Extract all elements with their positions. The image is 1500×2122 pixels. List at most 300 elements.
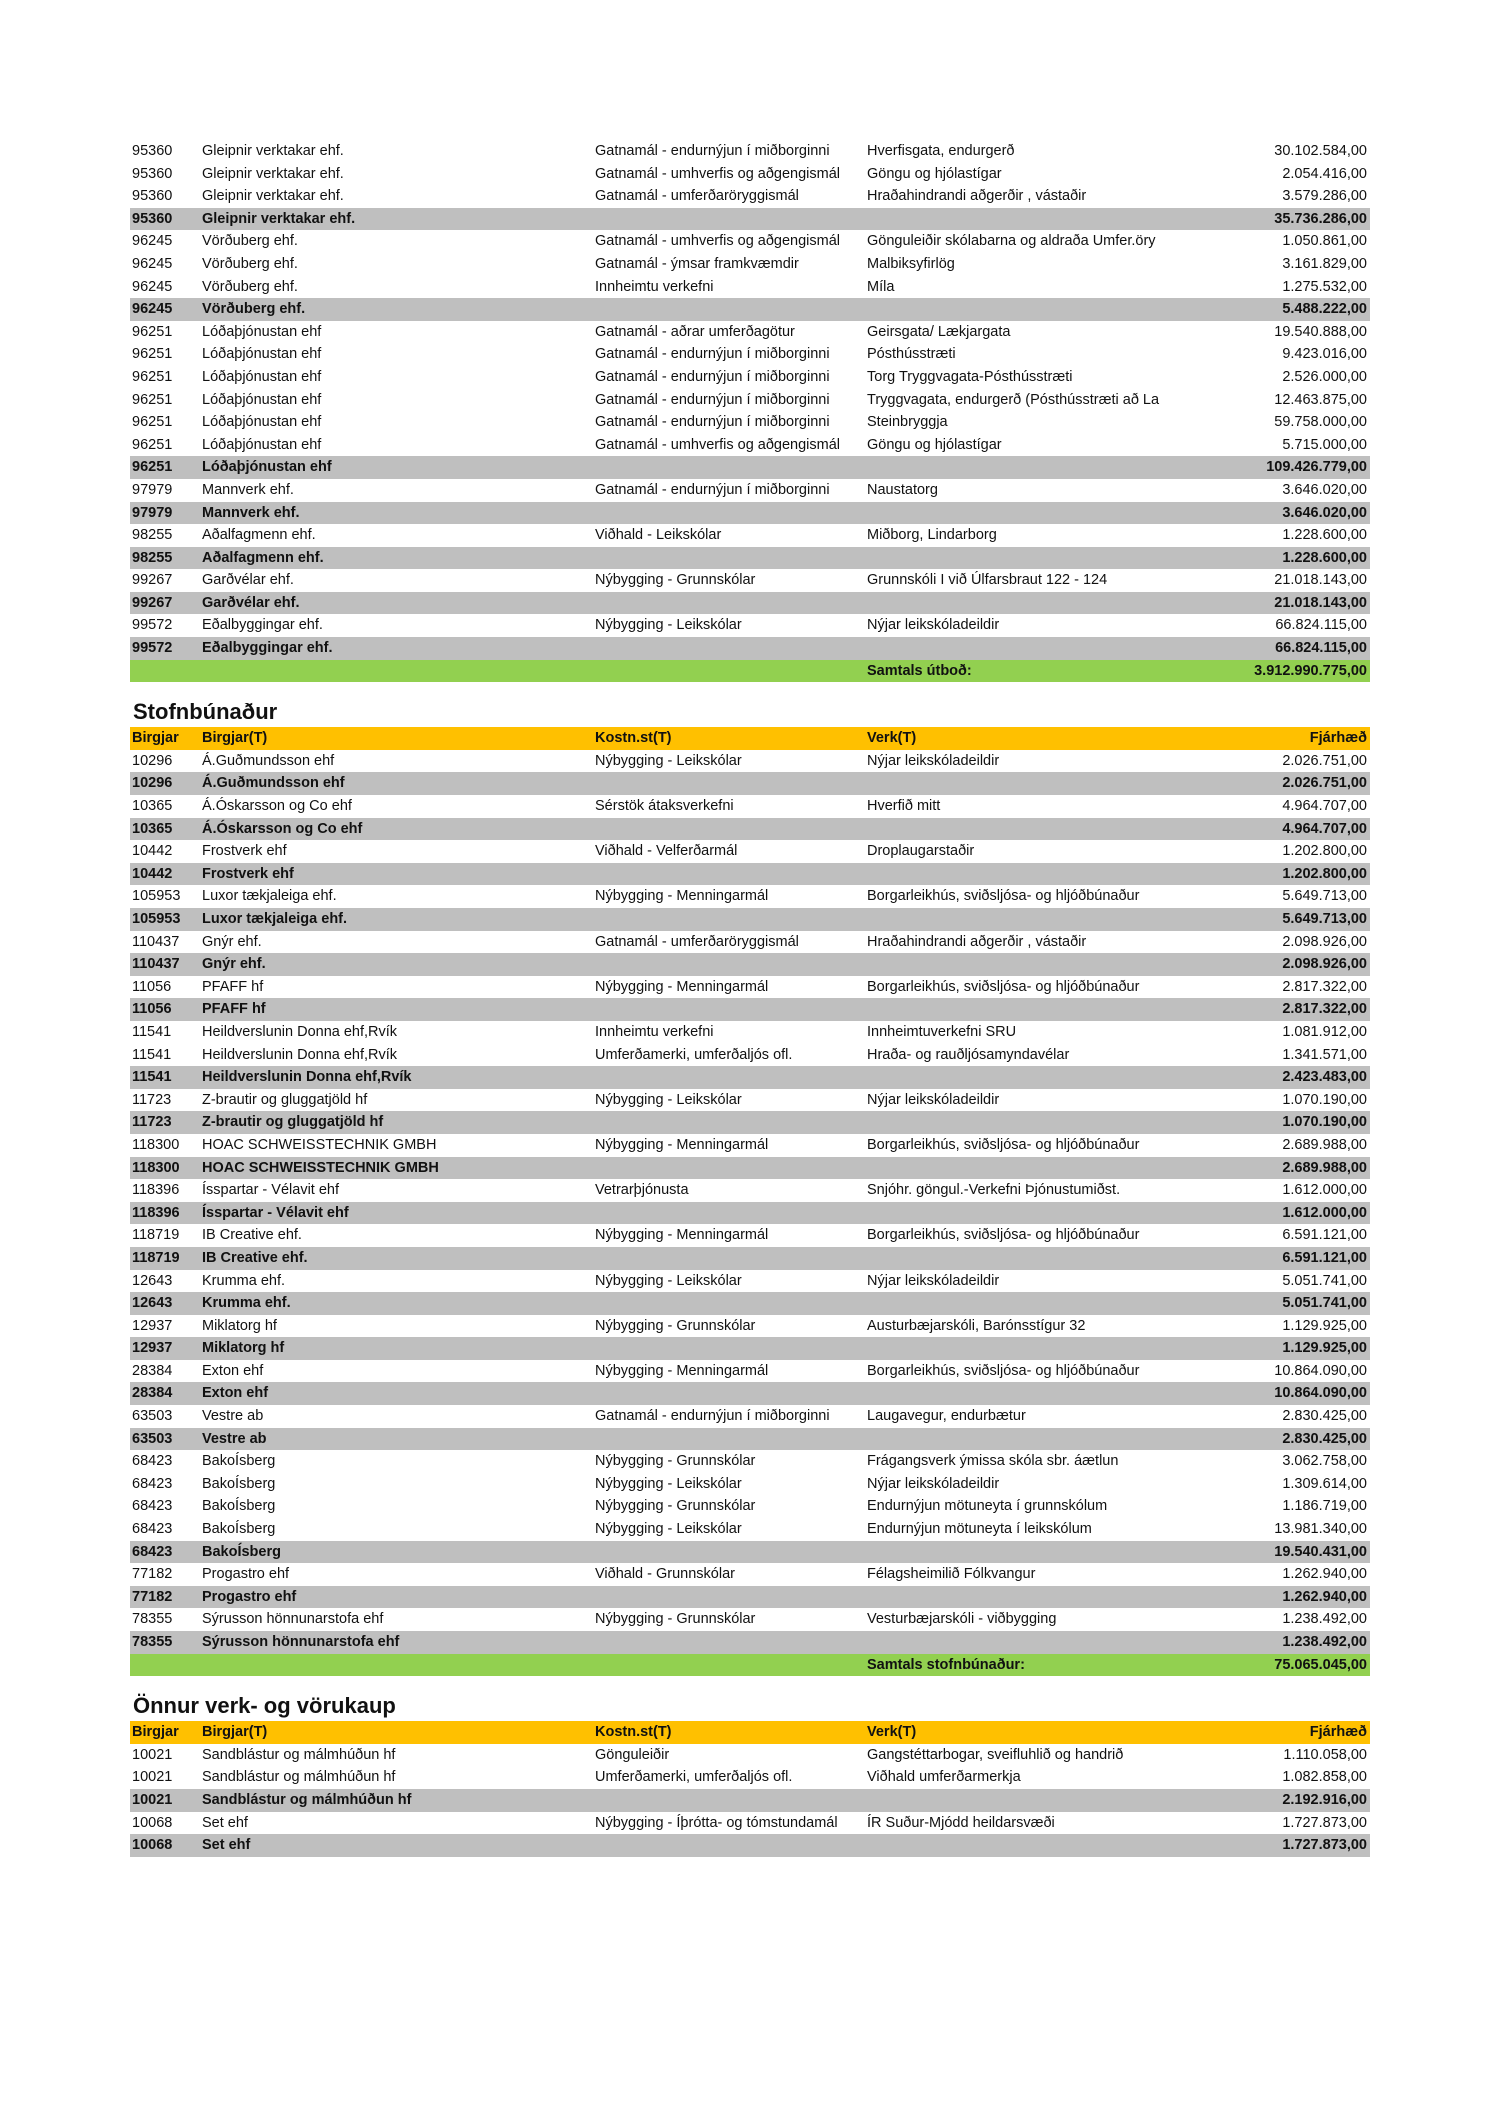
subtotal-row	[130, 1428, 1370, 1451]
table-row	[130, 230, 1370, 253]
subtotal-row	[130, 208, 1370, 231]
cell-name: Vestre ab	[202, 1408, 264, 1425]
cell-amount: 3.646.020,00	[1282, 481, 1367, 498]
table-row	[130, 163, 1370, 186]
cell-kostn: Gatnamál - umhverfis og aðgengismál	[595, 233, 841, 250]
cell-amount: 1.202.800,00	[1282, 843, 1367, 860]
cell-verk: Miðborg, Lindarborg	[867, 527, 997, 544]
cell-name: Exton ehf	[202, 1362, 264, 1379]
cell-kostn	[595, 1157, 867, 1180]
cell-kostn: Vetrarþjónusta	[595, 1182, 689, 1199]
table-row	[130, 931, 1370, 954]
table-row	[130, 1315, 1370, 1338]
cell-birgjar: 95360	[132, 210, 173, 227]
cell-name: Gleipnir verktakar ehf.	[202, 188, 344, 205]
cell-amount: 9.423.016,00	[1282, 346, 1367, 363]
cell-verk: Snjóhr. göngul.-Verkefni Þjónustumiðst.	[867, 1182, 1121, 1199]
cell-birgjar: 99572	[132, 640, 173, 657]
cell-verk: Verk(T)	[867, 1724, 917, 1741]
cell-amount: 2.026.751,00	[1282, 775, 1367, 792]
cell-kostn	[595, 772, 867, 795]
cell-name: Vörðuberg ehf.	[202, 278, 298, 295]
cell-kostn: Nýbygging - Menningarmál	[595, 888, 769, 905]
cell-amount: 2.817.322,00	[1282, 978, 1367, 995]
cell-name: BakoÍsberg	[202, 1543, 281, 1560]
subtotal-row	[130, 1382, 1370, 1405]
cell-verk: Borgarleikhús, sviðsljósa- og hljóðbúnaður	[867, 1136, 1140, 1153]
cell-amount: 19.540.888,00	[1274, 323, 1367, 340]
cell-birgjar: 110437	[132, 933, 180, 950]
cell-verk: Grunnskóli I við Úlfarsbraut 122 - 124	[867, 572, 1108, 589]
cell-kostn: Nýbygging - Menningarmál	[595, 1362, 769, 1379]
cell-amount: 2.830.425,00	[1282, 1408, 1367, 1425]
cell-verk: Nýjar leikskóladeildir	[867, 1475, 1000, 1492]
cell-verk: Innheimtuverkefni SRU	[867, 1023, 1017, 1040]
cell-name: Sandblástur og málmhúðun hf	[202, 1769, 396, 1786]
cell-name: Set ehf	[202, 1837, 251, 1854]
subtotal-row	[130, 1111, 1370, 1134]
cell-amount: 59.758.000,00	[1274, 414, 1367, 431]
subtotal-row	[130, 1586, 1370, 1609]
cell-birgjar: 96251	[132, 391, 173, 408]
cell-name: Sýrusson hönnunarstofa ehf	[202, 1611, 384, 1628]
cell-birgjar: 96251	[132, 414, 173, 431]
cell-amount: 2.689.988,00	[1282, 1136, 1367, 1153]
subtotal-row	[130, 1541, 1370, 1564]
cell-kostn: Gatnamál - endurnýjun í miðborginni	[595, 1408, 830, 1425]
cell-birgjar: 97979	[132, 481, 173, 498]
table-row	[130, 366, 1370, 389]
cell-kostn	[595, 456, 867, 479]
cell-amount: 1.082.858,00	[1282, 1769, 1367, 1786]
cell-verk	[867, 1157, 1185, 1180]
cell-amount: 66.824.115,00	[1275, 617, 1367, 634]
cell-amount: 4.964.707,00	[1282, 798, 1367, 815]
cell-amount: 2.098.926,00	[1282, 933, 1367, 950]
cell-verk	[867, 1789, 1185, 1812]
table-row	[130, 1089, 1370, 1112]
table-row	[130, 569, 1370, 592]
cell-kostn: Nýbygging - Íþrótta- og tómstundamál	[595, 1814, 838, 1831]
cell-name	[202, 660, 595, 683]
cell-kostn: Nýbygging - Leikskólar	[595, 1091, 742, 1108]
cell-verk: Samtals útboð:	[867, 662, 972, 679]
cell-kostn: Kostn.st(T)	[595, 730, 672, 747]
cell-birgjar: 96245	[132, 301, 173, 318]
cell-amount: 6.591.121,00	[1282, 1249, 1367, 1266]
section-title: Stofnbúnaður	[133, 699, 278, 725]
cell-kostn	[595, 1202, 867, 1225]
cell-birgjar: 118300	[132, 1136, 180, 1153]
table-section	[130, 140, 1370, 682]
cell-amount: 13.981.340,00	[1274, 1521, 1367, 1538]
cell-verk: Droplaugarstaðir	[867, 843, 975, 860]
cell-kostn: Umferðamerki, umferðaljós ofl.	[595, 1046, 793, 1063]
cell-verk	[867, 502, 1185, 525]
cell-name: Z-brautir og gluggatjöld hf	[202, 1114, 384, 1131]
cell-birgjar: 105953	[132, 911, 181, 927]
cell-verk: Steinbryggja	[867, 414, 948, 431]
cell-birgjar: 96251	[132, 459, 173, 476]
cell-kostn: Viðhald - Leikskólar	[595, 527, 722, 544]
cell-kostn	[595, 1586, 867, 1609]
cell-birgjar: 96251	[132, 346, 173, 363]
cell-amount: 109.426.779,00	[1266, 459, 1367, 476]
cell-birgjar: 11056	[132, 1001, 172, 1018]
cell-kostn	[595, 637, 867, 660]
cell-verk	[867, 998, 1185, 1021]
total-row	[130, 660, 1370, 683]
cell-birgjar: 98255	[132, 549, 173, 566]
cell-kostn	[595, 998, 867, 1021]
cell-kostn	[595, 1428, 867, 1451]
cell-kostn: Gatnamál - ýmsar framkvæmdir	[595, 255, 799, 272]
cell-verk: Hraðahindrandi aðgerðir , vástaðir	[867, 933, 1087, 950]
cell-kostn	[595, 592, 867, 615]
cell-birgjar: 10296	[132, 752, 173, 769]
cell-name: BakoÍsberg	[202, 1498, 276, 1515]
cell-kostn	[595, 502, 867, 525]
cell-birgjar: 118396	[132, 1204, 180, 1221]
cell-birgjar: 68423	[132, 1521, 173, 1538]
subtotal-row	[130, 592, 1370, 615]
cell-verk: Endurnýjun mötuneyta í leikskólum	[867, 1521, 1092, 1538]
cell-name: Sandblástur og málmhúðun hf	[202, 1791, 412, 1808]
subtotal-row	[130, 772, 1370, 795]
cell-name: Vestre ab	[202, 1430, 267, 1447]
cell-birgjar: 99267	[132, 594, 173, 611]
cell-kostn	[595, 1337, 867, 1360]
cell-amount: 75.065.045,00	[1274, 1656, 1367, 1673]
cell-amount: 2.817.322,00	[1282, 1001, 1367, 1018]
cell-birgjar: 96245	[132, 278, 173, 295]
cell-birgjar: 68423	[132, 1453, 173, 1470]
cell-verk: Félagsheimilið Fólkvangur	[867, 1566, 1036, 1583]
cell-verk	[867, 1631, 1185, 1654]
cell-name: Heildverslunin Donna ehf,Rvík	[202, 1046, 398, 1063]
subtotal-row	[130, 502, 1370, 525]
table-row	[130, 885, 1370, 908]
cell-kostn	[595, 660, 867, 683]
cell-amount: 2.192.916,00	[1282, 1791, 1367, 1808]
cell-verk	[867, 208, 1185, 231]
cell-birgjar: 96245	[132, 255, 173, 272]
cell-verk: Hraðahindrandi aðgerðir , vástaðir	[867, 188, 1087, 205]
cell-verk	[867, 1111, 1185, 1134]
cell-amount: 2.423.483,00	[1282, 1069, 1367, 1086]
cell-birgjar: 10068	[132, 1814, 173, 1831]
cell-birgjar: 96251	[132, 436, 173, 453]
cell-name: Luxor tækjaleiga ehf.	[202, 888, 337, 905]
cell-kostn: Viðhald - Velferðarmál	[595, 843, 738, 860]
cell-birgjar: 96245	[132, 233, 173, 250]
cell-birgjar: 98255	[132, 527, 173, 544]
cell-amount: 10.864.090,00	[1274, 1385, 1367, 1402]
cell-verk: Míla	[867, 278, 895, 295]
cell-kostn	[595, 1066, 867, 1089]
cell-verk: ÍR Suður-Mjódd heildarsvæði	[867, 1814, 1055, 1831]
table-row	[130, 1495, 1370, 1518]
subtotal-row	[130, 863, 1370, 886]
cell-verk: Borgarleikhús, sviðsljósa- og hljóðbúnaður	[867, 978, 1140, 995]
cell-amount: 1.238.492,00	[1282, 1611, 1367, 1628]
cell-name: HOAC SCHWEISSTECHNIK GMBH	[202, 1159, 439, 1176]
subtotal-row	[130, 1292, 1370, 1315]
cell-birgjar: 10068	[132, 1837, 173, 1854]
cell-name: Garðvélar ehf.	[202, 594, 300, 611]
table-row	[130, 840, 1370, 863]
cell-birgjar: 12937	[132, 1340, 173, 1357]
cell-name: Lóðaþjónustan ehf	[202, 459, 332, 476]
cell-kostn: Gatnamál - umhverfis og aðgengismál	[595, 165, 841, 182]
cell-name: IB Creative ehf.	[202, 1227, 302, 1244]
cell-amount: 5.715.000,00	[1282, 436, 1367, 453]
cell-birgjar: 10365	[132, 798, 173, 815]
cell-birgjar: 95360	[132, 188, 173, 205]
table-header	[130, 1721, 1370, 1744]
cell-verk: Verk(T)	[867, 730, 917, 747]
subtotal-row	[130, 547, 1370, 570]
cell-kostn	[595, 547, 867, 570]
cell-verk	[867, 1202, 1185, 1225]
cell-birgjar: 95360	[132, 165, 173, 182]
cell-name: BakoÍsberg	[202, 1453, 276, 1470]
cell-kostn	[595, 1654, 867, 1677]
cell-verk	[867, 298, 1185, 321]
cell-amount: 1.612.000,00	[1282, 1182, 1367, 1199]
cell-kostn	[595, 298, 867, 321]
cell-amount: 1.727.873,00	[1282, 1837, 1367, 1854]
cell-name: Vörðuberg ehf.	[202, 301, 306, 318]
table-row	[130, 976, 1370, 999]
cell-name: Heildverslunin Donna ehf,Rvík	[202, 1069, 412, 1086]
cell-birgjar	[130, 1654, 202, 1677]
cell-verk: Göngu og hjólastígar	[867, 436, 1002, 453]
cell-name: Lóðaþjónustan ehf	[202, 323, 322, 340]
subtotal-row	[130, 1247, 1370, 1270]
cell-name: Gnýr ehf.	[202, 933, 262, 950]
cell-birgjar: 63503	[132, 1408, 173, 1425]
cell-name: Krumma ehf.	[202, 1272, 285, 1289]
subtotal-row	[130, 1834, 1370, 1857]
cell-amount: 1.228.600,00	[1282, 527, 1367, 544]
cell-kostn	[595, 1382, 867, 1405]
cell-verk	[867, 818, 1185, 841]
cell-kostn: Nýbygging - Grunnskólar	[595, 1453, 756, 1470]
cell-amount: 1.262.940,00	[1282, 1588, 1367, 1605]
table-row	[130, 1766, 1370, 1789]
cell-amount: 1.070.190,00	[1282, 1114, 1367, 1131]
subtotal-row	[130, 1789, 1370, 1812]
cell-amount: 6.591.121,00	[1282, 1227, 1367, 1244]
cell-amount: 5.051.741,00	[1282, 1295, 1367, 1312]
cell-birgjar	[130, 660, 202, 683]
table-row	[130, 1518, 1370, 1541]
cell-amount: 2.830.425,00	[1282, 1430, 1367, 1447]
cell-verk	[867, 1541, 1185, 1564]
cell-name: IB Creative ehf.	[202, 1249, 308, 1266]
cell-birgjar: 110437	[132, 956, 180, 973]
cell-verk: Göngu og hjólastígar	[867, 165, 1002, 182]
cell-name: Mannverk ehf.	[202, 481, 294, 498]
cell-verk	[867, 1292, 1185, 1315]
cell-birgjar: 10021	[132, 1746, 173, 1763]
cell-amount: 5.649.713,00	[1282, 911, 1367, 927]
total-row	[130, 1654, 1370, 1677]
cell-birgjar: 78355	[132, 1611, 173, 1628]
cell-birgjar: 10021	[132, 1791, 173, 1808]
table-row	[130, 276, 1370, 299]
cell-name: Aðalfagmenn ehf.	[202, 549, 324, 566]
cell-kostn: Viðhald - Grunnskólar	[595, 1566, 735, 1583]
cell-kostn: Nýbygging - Grunnskólar	[595, 1498, 756, 1515]
cell-verk	[867, 1428, 1185, 1451]
cell-verk	[867, 1834, 1185, 1857]
cell-name: Gleipnir verktakar ehf.	[202, 165, 344, 182]
cell-birgjar: 99572	[132, 617, 173, 634]
cell-birgjar: 12643	[132, 1272, 173, 1289]
cell-amount: 1.309.614,00	[1282, 1475, 1367, 1492]
cell-amount: 1.081.912,00	[1282, 1023, 1367, 1040]
cell-kostn: Gatnamál - endurnýjun í miðborginni	[595, 368, 830, 385]
cell-name: PFAFF hf	[202, 1001, 266, 1018]
cell-kostn: Gatnamál - umferðaröryggismál	[595, 933, 799, 950]
cell-name: Heildverslunin Donna ehf,Rvík	[202, 1023, 398, 1040]
cell-kostn: Umferðamerki, umferðaljós ofl.	[595, 1769, 793, 1786]
cell-name: BakoÍsberg	[202, 1521, 276, 1538]
subtotal-row	[130, 1066, 1370, 1089]
cell-name: Z-brautir og gluggatjöld hf	[202, 1091, 368, 1108]
table-row	[130, 321, 1370, 344]
cell-amount: 3.646.020,00	[1282, 504, 1367, 521]
cell-name: Exton ehf	[202, 1385, 269, 1402]
cell-name	[202, 1654, 595, 1677]
cell-amount: 3.912.990.775,00	[1254, 662, 1367, 679]
cell-amount: 1.129.925,00	[1282, 1340, 1367, 1357]
cell-birgjar: 77182	[132, 1566, 173, 1583]
cell-kostn	[595, 863, 867, 886]
cell-verk: Nýjar leikskóladeildir	[867, 1272, 1000, 1289]
cell-name: Set ehf	[202, 1814, 248, 1831]
cell-birgjar: 12937	[132, 1317, 173, 1334]
subtotal-row	[130, 637, 1370, 660]
table-row	[130, 614, 1370, 637]
cell-name: Á.Guðmundsson ehf	[202, 775, 345, 792]
cell-verk	[867, 772, 1185, 795]
cell-amount: 2.054.416,00	[1282, 165, 1367, 182]
cell-verk	[867, 456, 1185, 479]
cell-birgjar: Birgjar	[132, 1724, 179, 1741]
cell-kostn	[595, 1111, 867, 1134]
subtotal-row	[130, 456, 1370, 479]
table-row	[130, 185, 1370, 208]
table-row	[130, 1450, 1370, 1473]
cell-amount: 5.649.713,00	[1282, 888, 1367, 905]
table-row	[130, 140, 1370, 163]
table-row	[130, 253, 1370, 276]
cell-amount: 66.824.115,00	[1275, 640, 1367, 657]
cell-amount: Fjárhæð	[1309, 1724, 1367, 1741]
cell-kostn: Nýbygging - Menningarmál	[595, 978, 769, 995]
cell-kostn: Gatnamál - umhverfis og aðgengismál	[595, 436, 841, 453]
cell-verk: Borgarleikhús, sviðsljósa- og hljóðbúnaður	[867, 1362, 1140, 1379]
cell-kostn	[595, 1292, 867, 1315]
table-section	[130, 697, 1370, 1676]
cell-kostn: Gatnamál - aðrar umferðagötur	[595, 323, 795, 340]
table-row	[130, 1134, 1370, 1157]
table-row	[130, 1812, 1370, 1835]
cell-verk: Nýjar leikskóladeildir	[867, 752, 1000, 769]
cell-amount: 1.050.861,00	[1282, 233, 1367, 250]
cell-amount: 1.341.571,00	[1282, 1046, 1367, 1063]
cell-birgjar: 97979	[132, 504, 173, 521]
cell-verk: Frágangsverk ýmissa skóla sbr. áætlun	[867, 1453, 1119, 1470]
cell-birgjar: 105953	[132, 888, 181, 905]
cell-birgjar: 28384	[132, 1385, 173, 1402]
cell-name: Lóðaþjónustan ehf	[202, 414, 322, 431]
table-section	[130, 1691, 1370, 1857]
cell-name: Vörðuberg ehf.	[202, 255, 298, 272]
cell-amount: 30.102.584,00	[1274, 143, 1367, 159]
cell-kostn: Nýbygging - Menningarmál	[595, 1227, 769, 1244]
cell-amount: 4.964.707,00	[1282, 820, 1367, 837]
cell-amount: 2.026.751,00	[1282, 752, 1367, 769]
cell-kostn: Nýbygging - Leikskólar	[595, 1272, 742, 1289]
cell-amount: 2.526.000,00	[1282, 368, 1367, 385]
table-row	[130, 1270, 1370, 1293]
cell-name: Gleipnir verktakar ehf.	[202, 143, 344, 159]
cell-name: Á.Óskarsson og Co ehf	[202, 820, 363, 837]
cell-verk	[867, 1382, 1185, 1405]
cell-birgjar: 12643	[132, 1295, 173, 1312]
cell-birgjar: 11541	[132, 1046, 172, 1063]
subtotal-row	[130, 1631, 1370, 1654]
cell-birgjar: 63503	[132, 1430, 173, 1447]
cell-name: Eðalbyggingar ehf.	[202, 617, 323, 634]
cell-amount: 1.186.719,00	[1282, 1498, 1367, 1515]
cell-verk: Naustatorg	[867, 481, 938, 498]
cell-name: Eðalbyggingar ehf.	[202, 640, 333, 657]
table-row	[130, 1405, 1370, 1428]
cell-kostn	[595, 1834, 867, 1857]
cell-name: Lóðaþjónustan ehf	[202, 391, 322, 408]
table-row	[130, 1608, 1370, 1631]
cell-kostn: Innheimtu verkefni	[595, 278, 714, 295]
cell-kostn: Nýbygging - Grunnskólar	[595, 572, 756, 589]
cell-amount: 1.262.940,00	[1282, 1566, 1367, 1583]
cell-name: Gleipnir verktakar ehf.	[202, 210, 356, 227]
cell-verk: Hraða- og rauðljósamyndavélar	[867, 1046, 1070, 1063]
cell-birgjar: 96251	[132, 368, 173, 385]
cell-amount: 1.275.532,00	[1282, 278, 1367, 295]
cell-birgjar: 118300	[132, 1159, 180, 1176]
cell-name: Ísspartar - Vélavit ehf	[202, 1182, 339, 1199]
cell-name: Mannverk ehf.	[202, 504, 300, 521]
cell-kostn: Nýbygging - Leikskólar	[595, 1521, 742, 1538]
cell-name: Miklatorg hf	[202, 1340, 285, 1357]
report-page	[130, 140, 1370, 1857]
table-row	[130, 1224, 1370, 1247]
table-row	[130, 1473, 1370, 1496]
cell-verk: Tryggvagata, endurgerð (Pósthússtræti að La	[867, 391, 1160, 408]
cell-name: PFAFF hf	[202, 978, 264, 995]
table-header	[130, 727, 1370, 750]
table-row	[130, 479, 1370, 502]
cell-verk: Laugavegur, endurbætur	[867, 1408, 1026, 1425]
cell-amount: 2.098.926,00	[1282, 956, 1367, 973]
cell-name: Luxor tækjaleiga ehf.	[202, 911, 348, 927]
cell-verk	[867, 637, 1185, 660]
